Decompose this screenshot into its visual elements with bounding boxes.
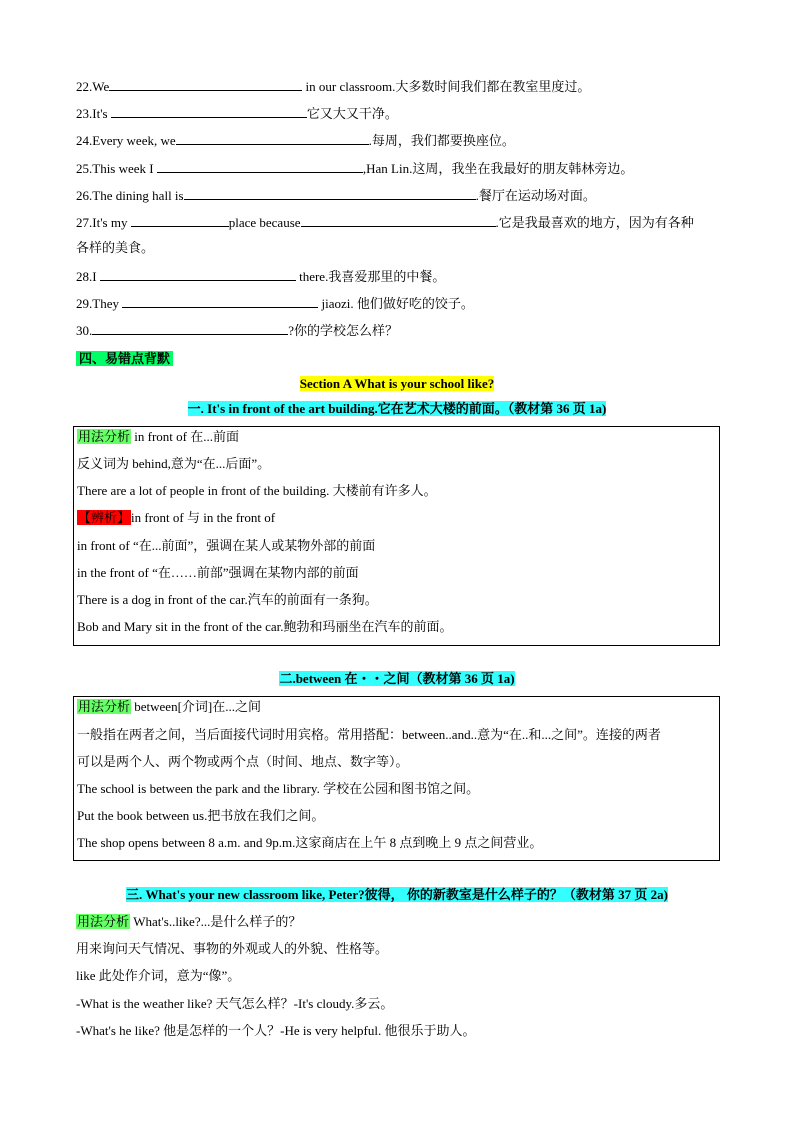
answer-blank[interactable] (111, 103, 307, 118)
point2-line: 一般指在两者之间，当后面接代词时用宾格。常用搭配：between..and..意为“在..和...之间”。连接的两者 (77, 727, 661, 742)
exercise-prompt: 22.We (76, 79, 110, 94)
point1-line: 反义词为 behind,意为“在...后面”。 (77, 456, 271, 471)
point1-line: There is a dog in front of the car.汽车的前面有一条狗。 (77, 592, 378, 607)
point3-line: -What's he like? 他是怎样的一个人？-He is very helpful. 他很乐于助人。 (76, 1023, 476, 1038)
exercise-prompt: 29.They (76, 296, 123, 311)
exercise-translation: there.我喜爱那里的中餐。 (295, 269, 446, 284)
point1-heading-row (0, 400, 794, 418)
exercise-translation: place because (228, 215, 301, 230)
point1-line: Bob and Mary sit in the front of the car.鲍勃和玛丽坐在汽车的前面。 (77, 619, 453, 634)
exercise-item (76, 212, 694, 232)
exercise-translation: ?你的学校怎么样？ (288, 323, 399, 338)
answer-blank[interactable] (157, 158, 363, 173)
point1-line: in the front of “在……前部”强调在某物内部的前面 (77, 565, 359, 580)
point3-line: like 此处作介词，意为“像”。 (76, 968, 241, 983)
point3-line: -What is the weather like? 天气怎么样？-It's cloudy.多云。 (76, 996, 394, 1011)
section-title: Section A What is your school like? (299, 376, 495, 391)
point2-heading-row (0, 670, 794, 688)
point3-heading-row (0, 886, 794, 904)
exercise-item (76, 185, 596, 205)
exercise-prompt: 26.The dining hall is (76, 188, 184, 203)
point2-line: The shop opens between 8 a.m. and 9p.m.这家商店在上午 8 点到晚上 9 点之间营业。 (77, 835, 543, 850)
answer-blank[interactable] (131, 212, 229, 227)
exercise-item (76, 293, 474, 313)
section4-label: 四、易错点背默 (76, 351, 173, 366)
exercise-item (76, 320, 398, 340)
point1-heading: 一. It's in front of the art building.它在艺术大楼的前面。（教材第 36 页 1a) (187, 401, 607, 416)
exercise-item (76, 76, 590, 96)
exercise-prompt: 30. (76, 323, 93, 338)
point1-bianxi-line (77, 509, 275, 527)
exercise-continuation: 各样的美食。 (76, 240, 155, 255)
answer-blank[interactable] (176, 130, 369, 145)
exercise-translation: 它又大又干净。 (306, 106, 398, 121)
exercise-translation: jiaozi. 他们做好吃的饺子。 (318, 296, 474, 311)
exercise-translation: in our classroom.大多数时间我们都在教室里度过。 (302, 79, 591, 94)
exercise-prompt: 27.It's my (76, 215, 131, 230)
section-title-row (0, 375, 794, 393)
point2-line: The school is between the park and the library. 学校在公园和图书馆之间。 (77, 781, 480, 796)
answer-blank[interactable] (301, 212, 496, 227)
point2-line: Put the book between us.把书放在我们之间。 (77, 808, 325, 823)
point3-heading: 三. What's your new classroom like, Peter?彼得， 你的新教室是什么样子的？（教材第 37 页 2a) (126, 887, 668, 902)
usage-tag: 用法分析 (77, 914, 130, 929)
exercise-item (76, 130, 515, 150)
point3-line: 用来询问天气情况、事物的外观或人的外貌、性格等。 (76, 941, 389, 956)
answer-blank[interactable] (100, 266, 296, 281)
bianxi-tag: 【辨析】 (78, 510, 131, 525)
exercise-prompt: 25.This week I (76, 161, 157, 176)
usage-tag: 用法分析 (78, 429, 131, 444)
point1-usage-line (77, 428, 239, 446)
exercise-prompt: 24.Every week, we (76, 133, 176, 148)
answer-blank[interactable] (122, 293, 318, 308)
exercise-item (76, 266, 445, 286)
usage-text: in front of 在...前面 (131, 429, 239, 444)
exercise-translation: .它是我最喜欢的地方，因为有各种 (495, 215, 694, 230)
exercise-item (76, 103, 398, 123)
exercise-item (76, 158, 633, 178)
exercise-prompt: 28.I (76, 269, 100, 284)
bianxi-text: in front of 与 in the front of (131, 510, 276, 525)
exercise-translation: .每周，我们都要换座位。 (368, 133, 515, 148)
usage-tag: 用法分析 (78, 699, 131, 714)
point2-heading: 二.between 在・・之间（教材第 36 页 1a) (279, 671, 515, 686)
usage-text: between[介词]在...之间 (131, 699, 261, 714)
answer-blank[interactable] (184, 185, 476, 200)
point2-line: 可以是两个人、两个物或两个点（时间、地点、数字等）。 (77, 754, 409, 769)
section-label (76, 350, 173, 368)
point1-line: in front of “在...前面”，强调在某人或某物外部的前面 (77, 538, 376, 553)
point1-box (73, 426, 720, 646)
answer-blank[interactable] (109, 76, 302, 91)
point3-usage-line (76, 913, 301, 931)
exercise-prompt: 23.It's (76, 106, 111, 121)
point2-usage-line (77, 698, 261, 716)
exercise-translation: .餐厅在运动场对面。 (475, 188, 596, 203)
exercise-translation: ,Han Lin.这周，我坐在我最好的朋友韩林旁边。 (362, 161, 634, 176)
point2-box (73, 696, 720, 861)
point1-line: There are a lot of people in front of the building. 大楼前有许多人。 (77, 483, 437, 498)
answer-blank[interactable] (92, 320, 288, 335)
usage-text: What's..like?...是什么样子的？ (130, 914, 302, 929)
